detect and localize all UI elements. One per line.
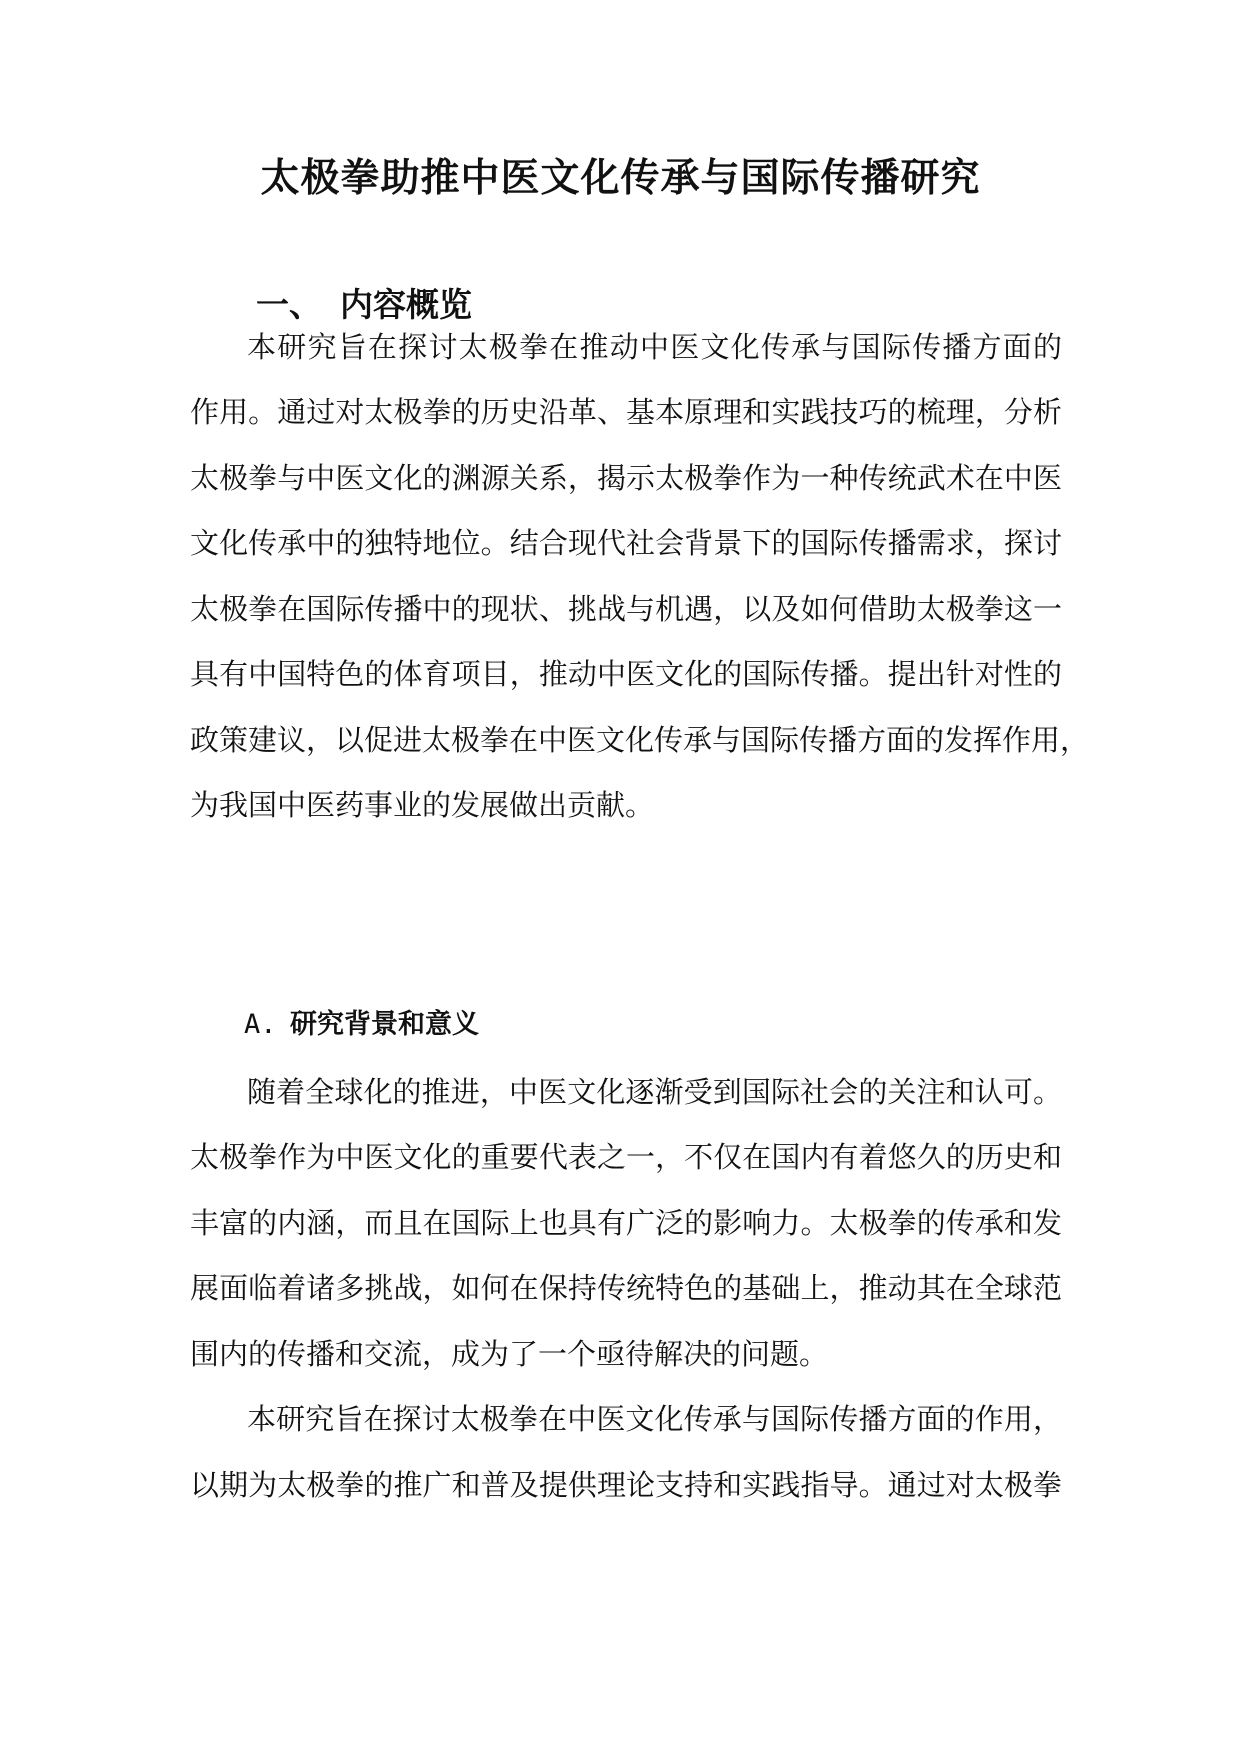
section-number: 一、 bbox=[256, 285, 322, 324]
subsection-heading-background bbox=[244, 1003, 479, 1047]
document-title: 太极拳助推中医文化传承与国际传播研究 bbox=[260, 155, 981, 201]
paragraph-line: 随着全球化的推进，中医文化逐渐受到国际社会的关注和认可。 bbox=[247, 1075, 1062, 1109]
subsection-heading-text: 研究背景和意义 bbox=[290, 1009, 479, 1040]
paragraph-line: 展面临着诸多挑战，如何在保持传统特色的基础上，推动其在全球范 bbox=[190, 1271, 1062, 1305]
paragraph-line: 太极拳与中医文化的渊源关系，揭示太极拳作为一种传统武术在中医 bbox=[190, 461, 1062, 495]
paragraph-line: 为我国中医药事业的发展做出贡献。 bbox=[190, 788, 655, 822]
paragraph-line: 太极拳在国际传播中的现状、挑战与机遇，以及如何借助太极拳这一 bbox=[190, 592, 1062, 626]
section-heading-overview bbox=[256, 280, 472, 330]
paragraph-line: 作用。通过对太极拳的历史沿革、基本原理和实践技巧的梳理，分析 bbox=[190, 395, 1062, 429]
section-heading-text: 内容概览 bbox=[340, 285, 472, 324]
paragraph-line: 以期为太极拳的推广和普及提供理论支持和实践指导。通过对太极拳 bbox=[190, 1468, 1062, 1502]
paragraph-line: 本研究旨在探讨太极拳在中医文化传承与国际传播方面的作用， bbox=[247, 1402, 1062, 1436]
paragraph-line: 太极拳作为中医文化的重要代表之一，不仅在国内有着悠久的历史和 bbox=[190, 1140, 1062, 1174]
paragraph-line: 围内的传播和交流，成为了一个亟待解决的问题。 bbox=[190, 1337, 829, 1371]
paragraph-line: 文化传承中的独特地位。结合现代社会背景下的国际传播需求，探讨 bbox=[190, 526, 1062, 560]
paragraph-line: 丰富的内涵，而且在国际上也具有广泛的影响力。太极拳的传承和发 bbox=[190, 1206, 1062, 1240]
paragraph-line: 具有中国特色的体育项目，推动中医文化的国际传播。提出针对性的 bbox=[190, 657, 1062, 691]
paragraph-line: 政策建议，以促进太极拳在中医文化传承与国际传播方面的发挥作用， bbox=[190, 723, 1090, 757]
subsection-number: A. bbox=[244, 1009, 277, 1040]
paragraph-line: 本研究旨在探讨太极拳在推动中医文化传承与国际传播方面的 bbox=[247, 330, 1062, 364]
